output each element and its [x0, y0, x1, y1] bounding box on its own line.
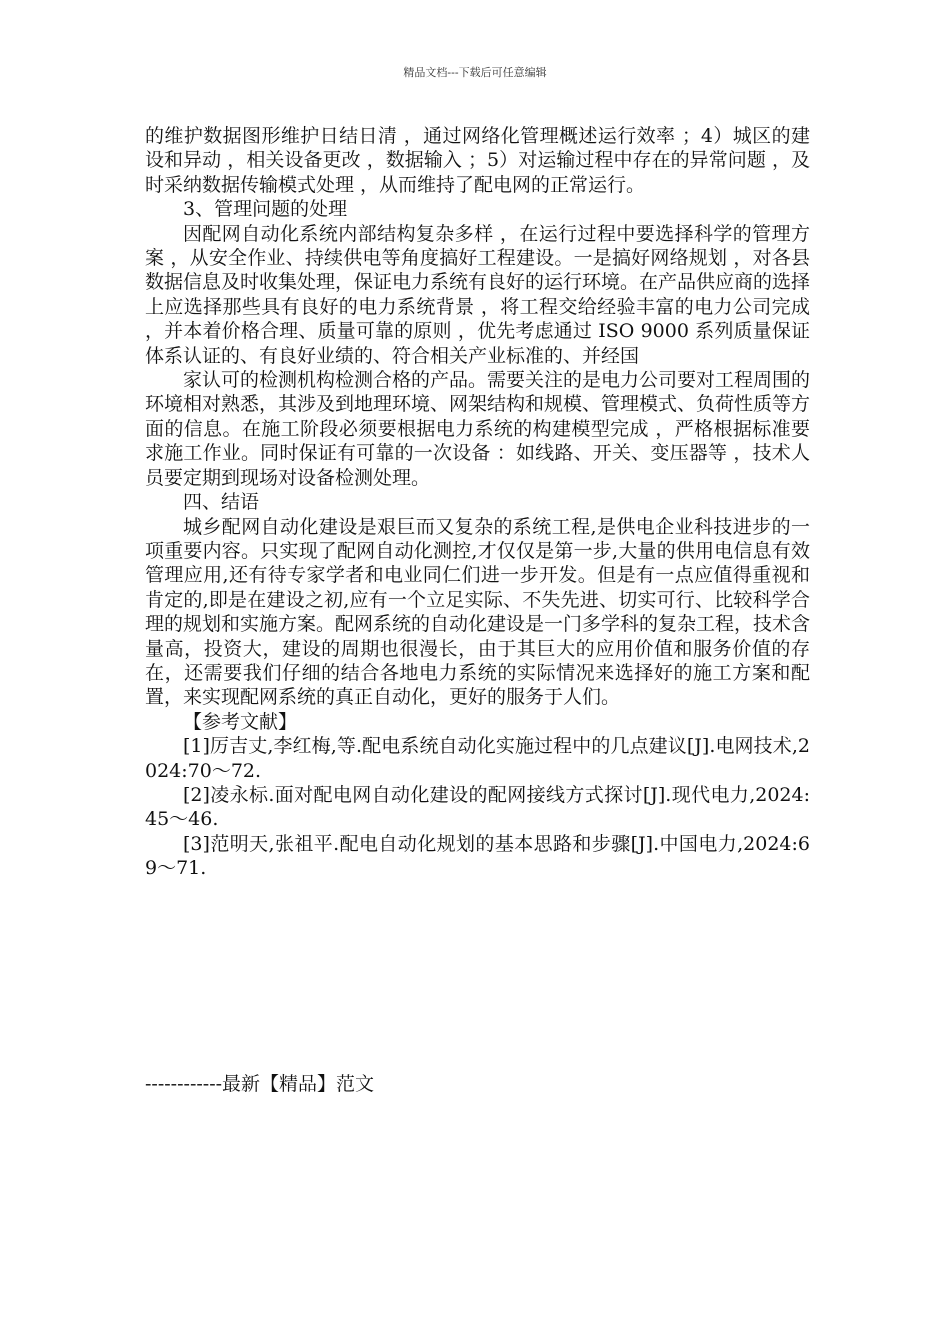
paragraph: 的维护数据图形维护日结日清 ，通过网络化管理概述运行效率 ；4）城区的建设和异动 ，相关设备更改 ，数据输入 ；5）对运输过程中存在的异常问题 ，及时采纳数据传输模式处理 ，从而维持了配电网的正常运行。 [145, 125, 810, 196]
references-heading: 【参考文献】 [183, 710, 298, 733]
paragraph: 城乡配网自动化建设是艰巨而又复杂的系统工程,是供电企业科技进步的一项重要内容。只实现了配网自动化测控,才仅仅是第一步,大量的供用电信息有效管理应用,还有待专家学者和电业同仁们进一步开发。但是有一点应值得重视和肯定的,即是在建设之初,应有一个立足实际、不失先进、切实可行、比较科学合理的规划和实施方案。配网系统的自动化建设是一门多学科的复杂工程，技术含量高，投资大，建设的周期也很漫长，由于其巨大的应用价值和服务价值的存在，还需要我们仔细的结合各地电力系统的实际情况来选择好的施工方案和配置，来实现配网系统的真正自动化，更好的服务于人们。 [145, 515, 811, 709]
paragraph: 因配网自动化系统内部结构复杂多样 ，在运行过程中要选择科学的管理方案 ，从安全作业、持续供电等角度搞好工程建设。一是搞好网络规划 ，对各县数据信息及时收集处理，保证电力系统有良好的运行环境。在产品供应商的选择上应选择那些具有良好的电力系统背景 ，将工程交给经验丰富的电力公司完成 ，并本着价格合理、质量可靠的原则 ，优先考虑通过 ISO 9000 系列质量保证体系认证的、有良好业绩的、符合相关产业标准的、并经国 [145, 222, 811, 367]
section-heading: 3、管理问题的处理 [183, 198, 348, 221]
page-footer: ------------最新【精品】范文 [145, 1073, 375, 1095]
reference-item: [1]厉吉丈,李红梅,等.配电系统自动化实施过程中的几点建议[J].电网技术,2024:70～72. [145, 735, 810, 782]
section-heading: 四、结语 [183, 491, 260, 514]
reference-item: [3]范明天,张祖平.配电自动化规划的基本思路和步骤[J].中国电力,2024:69～71. [145, 832, 810, 880]
document-body [145, 124, 810, 881]
page-header: 精品文档---下载后可任意编辑 [403, 66, 547, 79]
reference-item: [2]凌永标.面对配电网自动化建设的配网接线方式探讨[J].现代电力,2024:45～46. [145, 783, 810, 831]
paragraph: 家认可的检测机构检测合格的产品。需要关注的是电力公司要对工程周围的环境相对熟悉，其涉及到地理环境、网架结构和规模、管理模式、负荷性质等方面的信息。在施工阶段必须要根据电力系统的构建模型完成 ，严格根据标准要求施工作业。同时保证有可靠的一次设备 ：如线路、开关、变压器等 ，技术人员要定期到现场对设备检测处理。 [145, 369, 811, 489]
